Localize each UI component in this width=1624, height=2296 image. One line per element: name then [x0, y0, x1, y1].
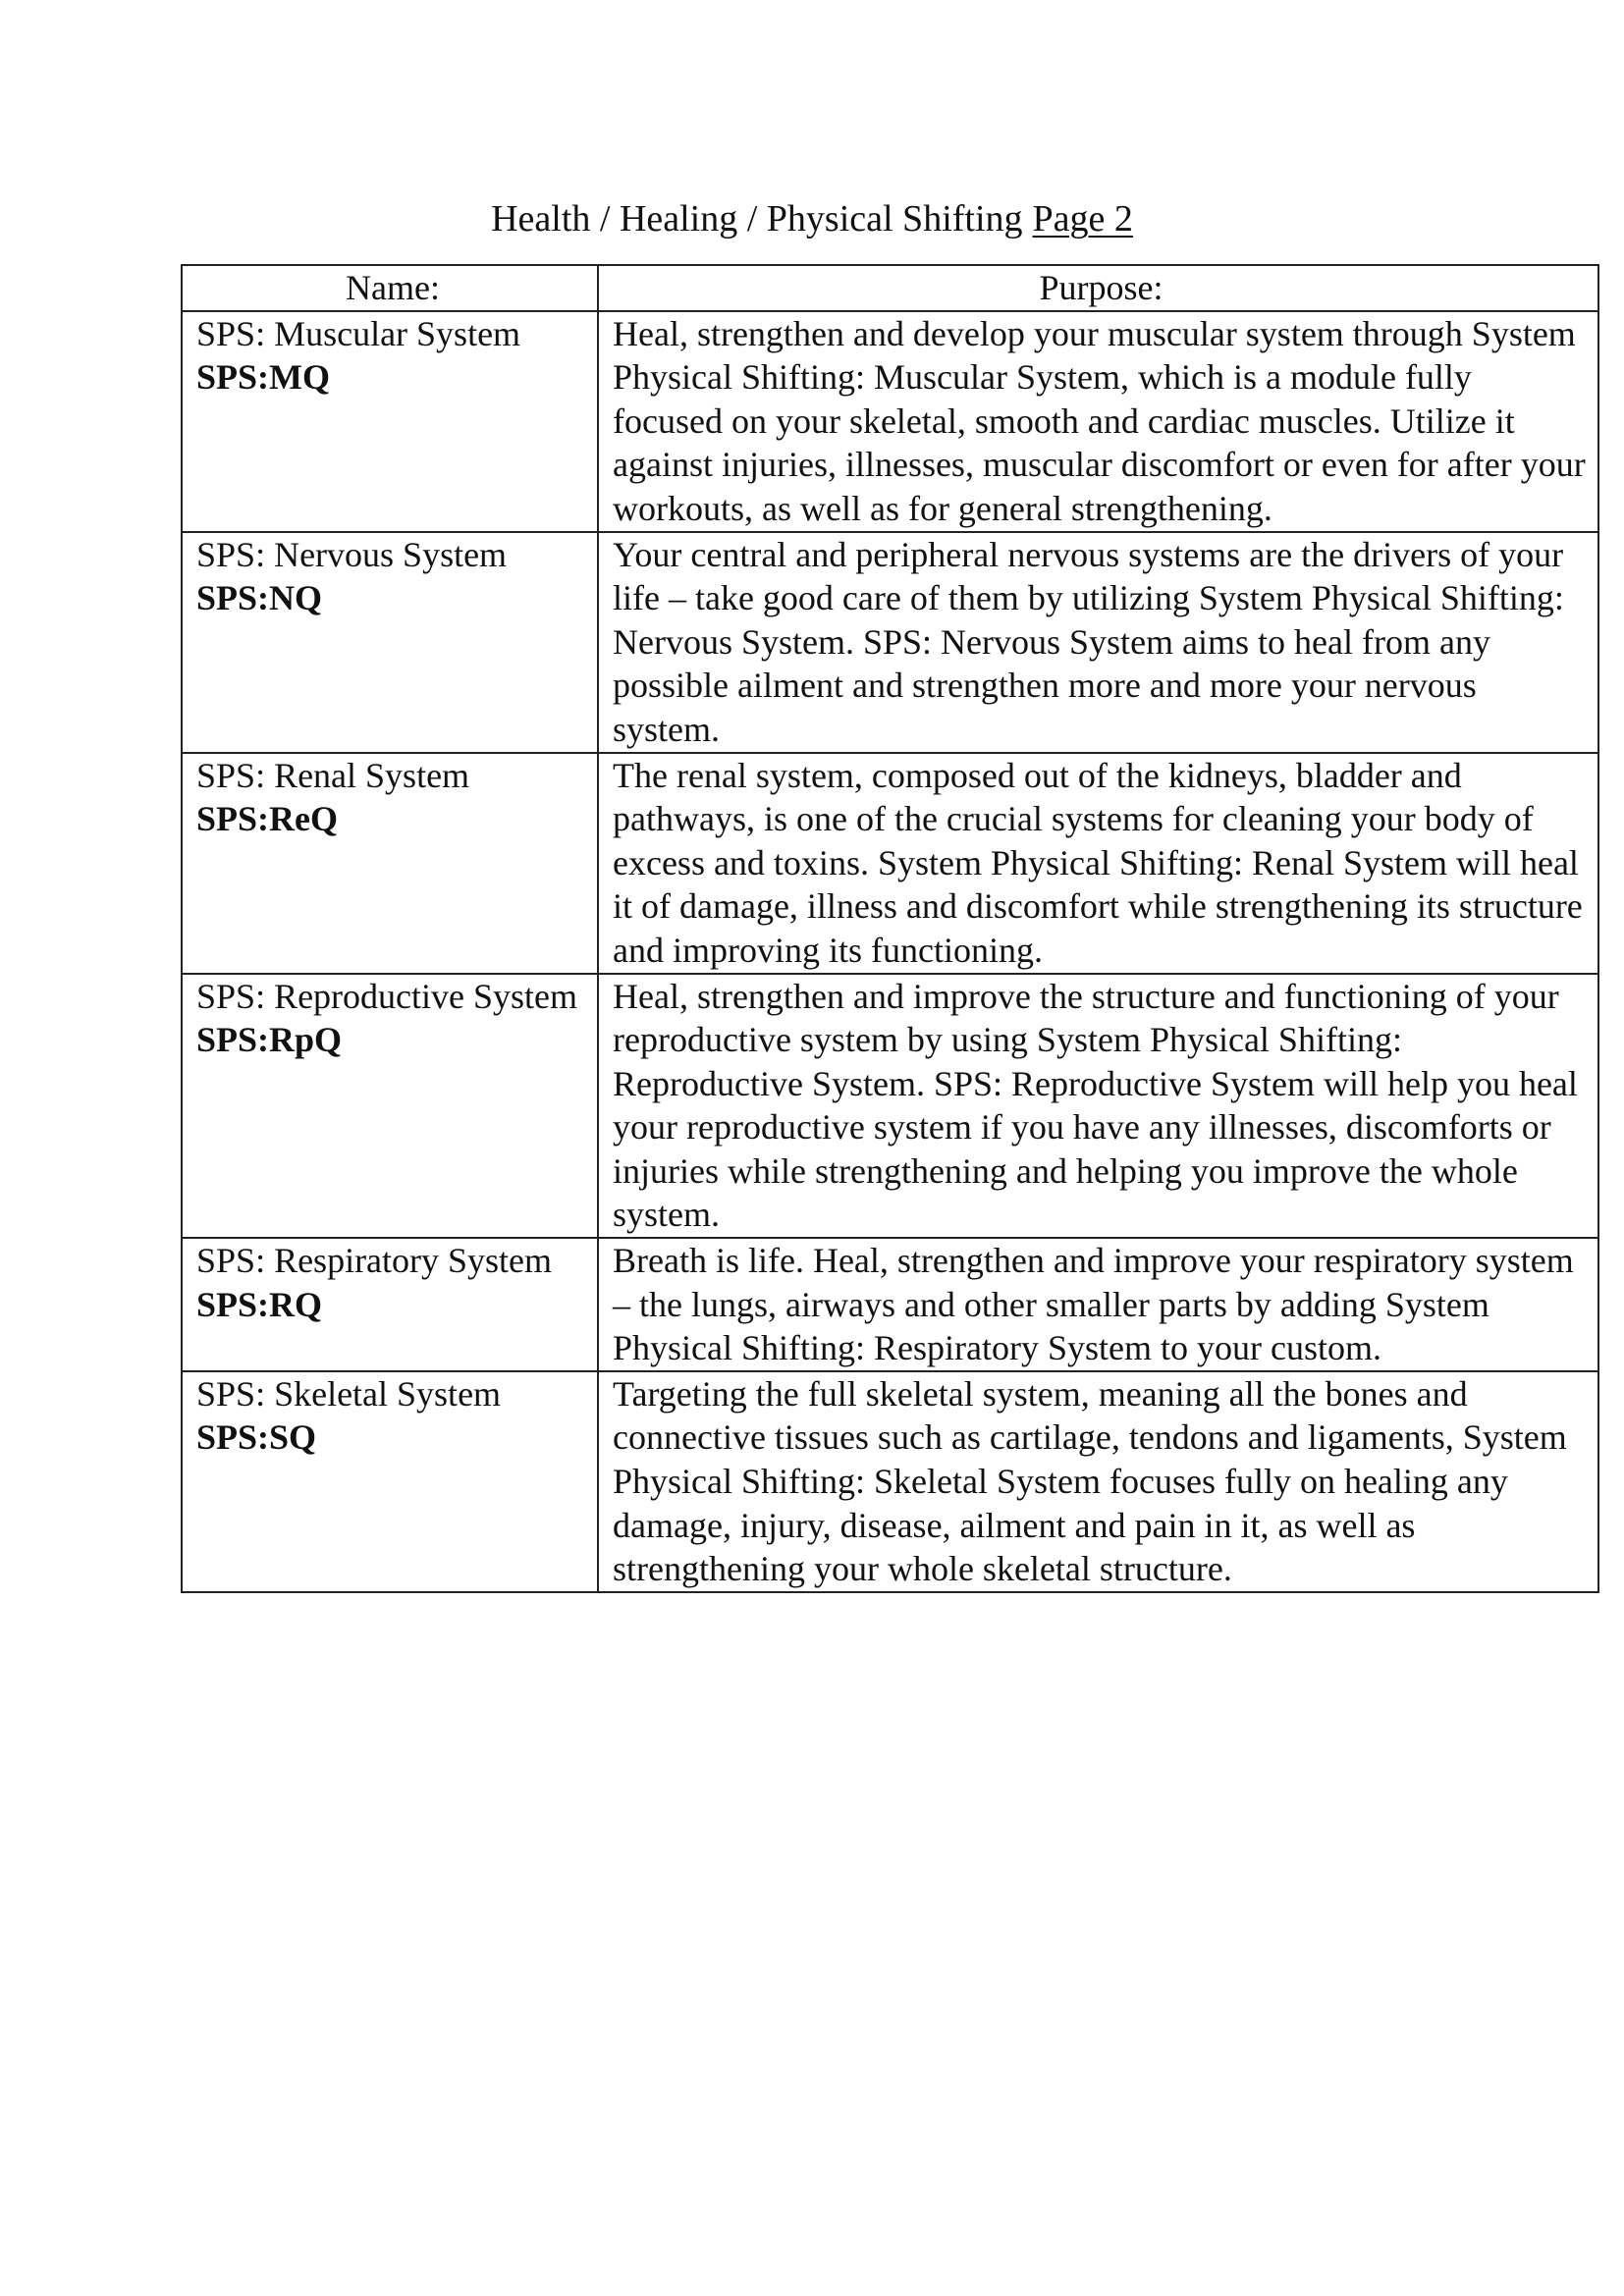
module-code: SPS:RpQ	[196, 1020, 343, 1060]
table-row	[182, 974, 1598, 1239]
module-code: SPS:NQ	[196, 578, 323, 618]
module-name-cell	[182, 311, 598, 532]
module-name: SPS: Nervous System	[196, 534, 508, 574]
page-heading	[0, 192, 1624, 245]
module-name: SPS: Renal System	[196, 755, 470, 795]
module-name-cell	[182, 1371, 598, 1592]
modules-table	[181, 264, 1599, 1593]
module-purpose: Breath is life. Heal, strengthen and improve your respiratory system – the lungs, airways and other smaller parts by adding System Physical Shifting: Respiratory System to your custom.	[598, 1238, 1598, 1371]
module-code: SPS:SQ	[196, 1417, 317, 1458]
module-name: SPS: Skeletal System	[196, 1373, 502, 1414]
module-purpose: Your central and peripheral nervous systems are the drivers of your life – take good care of them by utilizing System Physical Shifting: Nervous System. SPS: Nervous System aims to heal from any possible ailment and strengthen more and more your nervous system.	[598, 532, 1598, 753]
module-code: SPS:ReQ	[196, 799, 338, 839]
module-name: SPS: Muscular System	[196, 313, 521, 353]
module-purpose: Heal, strengthen and develop your muscular system through System Physical Shifting: Muscular System, which is a module fully focused on your skeletal, smooth and cardiac muscles. Utilize it against injuries, illnesses, muscular discomfort or even for after your workouts, as well as for general strengthening.	[598, 311, 1598, 532]
module-name: SPS: Reproductive System	[196, 976, 578, 1016]
module-name-cell	[182, 974, 598, 1239]
column-header-name: Name:	[182, 265, 598, 311]
module-name-cell	[182, 532, 598, 753]
page-number: Page 2	[1032, 198, 1133, 240]
module-name-cell	[182, 753, 598, 974]
table-header-row	[182, 265, 1598, 311]
module-code: SPS:MQ	[196, 357, 331, 398]
document-title: Health / Healing / Physical Shifting	[491, 198, 1023, 240]
table-row	[182, 311, 1598, 532]
module-purpose: Heal, strengthen and improve the structure and functioning of your reproductive system by using System Physical Shifting: Reproductive System. SPS: Reproductive System will help you heal your reproductive system if you have any illnesses, discomforts or injuries while strengthening and helping you improve the whole system.	[598, 974, 1598, 1239]
module-name: SPS: Respiratory System	[196, 1241, 553, 1281]
module-purpose: Targeting the full skeletal system, meaning all the bones and connective tissues such as cartilage, tendons and ligaments, System Physical Shifting: Skeletal System focuses fully on healing any damage, injury, disease, ailment and pain in it, as well as strengthening your whole skeletal structure.	[598, 1371, 1598, 1592]
table-row	[182, 532, 1598, 753]
column-header-purpose: Purpose:	[598, 265, 1598, 311]
module-code: SPS:RQ	[196, 1284, 323, 1324]
table-row	[182, 753, 1598, 974]
module-name-cell	[182, 1238, 598, 1371]
module-purpose: The renal system, composed out of the kidneys, bladder and pathways, is one of the crucial systems for cleaning your body of excess and toxins. System Physical Shifting: Renal System will heal it of damage, illness and discomfort while strengthening its structure and improving its functioning.	[598, 753, 1598, 974]
table-row	[182, 1371, 1598, 1592]
table-row	[182, 1238, 1598, 1371]
